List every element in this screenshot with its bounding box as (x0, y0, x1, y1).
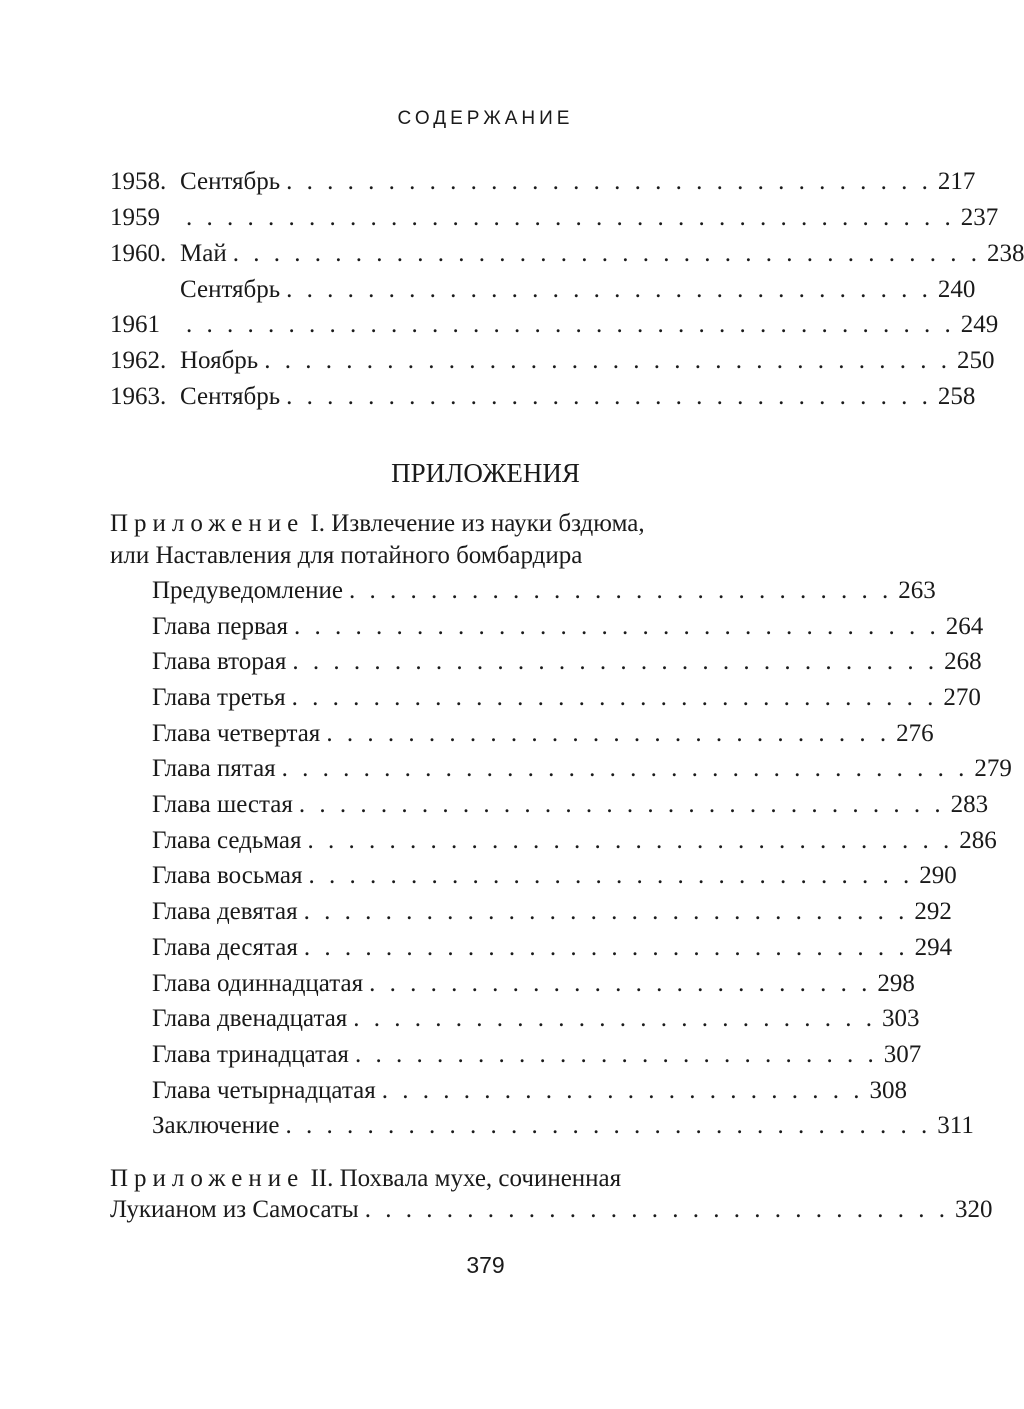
page-number: 379 (466, 1252, 505, 1278)
toc-page-number: 250 (956, 347, 995, 374)
toc-title: Глава девятая (152, 898, 298, 925)
dot-leader: . . . . . . . . . . . . . . . . . . . . . . . . . . . . . . . . . . . . . (232, 240, 981, 267)
toc-title: Сентябрь (180, 276, 281, 303)
dot-leader: . . . . . . . . . . . . . . . . . . . . . . . . (381, 1077, 864, 1104)
dot-leader: . . . . . . . . . . . . . . . . . . . . . . . . . . . . . . . . (286, 383, 932, 410)
toc-page-number: 320 (954, 1196, 993, 1223)
appendix-1-heading[interactable] (110, 508, 821, 540)
toc-title: Май (180, 240, 227, 267)
toc-year: 1962. (110, 347, 167, 374)
toc-title: Глава пятая (152, 755, 276, 782)
toc-title: Глава четырнадцатая (152, 1077, 376, 1104)
toc-title: Сентябрь (180, 383, 281, 410)
toc-title: Глава четвертая (152, 720, 321, 747)
toc-page-number: 308 (869, 1077, 907, 1104)
dot-leader: . . . . . . . . . . . . . . . . . . . . . . . . . . . . . . . . (286, 168, 932, 195)
toc-year: 1961 (110, 311, 160, 338)
toc-page-number: 237 (960, 204, 999, 231)
toc-title: Глава тринадцатая (152, 1041, 349, 1068)
dot-leader: . . . . . . . . . . . . . . . . . . . . . . . . . (369, 970, 872, 997)
toc-page-number: 270 (943, 684, 981, 711)
toc-title: Глава вторая (152, 648, 287, 675)
toc-entry[interactable] (110, 1194, 993, 1226)
dot-leader: . . . . . . . . . . . . . . . . . . . . . . . . . . . . . . . . . . . . . . (186, 311, 955, 338)
appendices-heading: ПРИЛОЖЕНИЯ (391, 458, 580, 488)
toc-title: Сентябрь (180, 168, 281, 195)
toc-page-number: 268 (944, 648, 982, 675)
toc-page-number: 311 (937, 1112, 974, 1139)
toc-title: Лукианом из Самосаты (110, 1196, 359, 1223)
toc-page-number: 303 (882, 1005, 920, 1032)
dot-leader: . . . . . . . . . . . . . . . . . . . . . . . . . . . . . . (303, 934, 909, 961)
toc-page-number: 294 (914, 934, 953, 961)
dot-leader: . . . . . . . . . . . . . . . . . . . . . . . . . . . . . . . . (292, 648, 939, 675)
dot-leader: . . . . . . . . . . . . . . . . . . . . . . . . . . . . . . (308, 862, 914, 889)
toc-entry[interactable] (152, 682, 981, 714)
dot-leader: . . . . . . . . . . . . . . . . . . . . . . . . . . . . . . . . (285, 1112, 932, 1139)
toc-entry[interactable] (110, 345, 995, 377)
running-head: СОДЕРЖАНИЕ (397, 108, 574, 129)
toc-entry[interactable] (152, 932, 953, 964)
toc-page-number: 276 (896, 720, 934, 747)
toc-entry[interactable] (152, 646, 982, 678)
toc-title: Глава восьмая (152, 862, 303, 889)
toc-page-number: 264 (945, 613, 984, 640)
toc-entry[interactable] (152, 575, 936, 607)
toc-year: 1959 (110, 204, 160, 231)
appendix-1-subtitle: или Наставления для потайного бомбардира (110, 542, 583, 569)
toc-entry[interactable] (110, 202, 999, 234)
toc-entry[interactable] (152, 860, 957, 892)
toc-page-number: 249 (960, 311, 999, 338)
toc-year: 1963. (110, 383, 167, 410)
toc-entry[interactable] (152, 611, 984, 643)
toc-title: Глава шестая (152, 791, 293, 818)
toc-entry[interactable] (152, 753, 1012, 785)
toc-page-number: 217 (937, 168, 976, 195)
dot-leader: . . . . . . . . . . . . . . . . . . . . . . . . . . . . . . . . (291, 684, 938, 711)
toc-title: Глава третья (152, 684, 286, 711)
toc-page-number: 286 (959, 827, 997, 854)
dot-leader: . . . . . . . . . . . . . . . . . . . . . . . . . . . . . . (303, 898, 909, 925)
appendix-title: II. Похвала мухе, сочиненная (304, 1165, 622, 1192)
dot-leader: . . . . . . . . . . . . . . . . . . . . . . . . . . . . (326, 720, 891, 747)
toc-title: Ноябрь (180, 347, 259, 374)
toc-year: 1960. (110, 240, 167, 267)
toc-title: Глава седьмая (152, 827, 302, 854)
dot-leader: . . . . . . . . . . . . . . . . . . . . . . . . . . (353, 1005, 877, 1032)
appendix-title: I. Извлечение из науки бздюма, (304, 510, 645, 537)
dot-leader: . . . . . . . . . . . . . . . . . . . . . . . . . . . . . . . . . . . . . . (186, 204, 955, 231)
dot-leader: . . . . . . . . . . . . . . . . . . . . . . . . . . . . . . . . (294, 613, 940, 640)
dot-leader: . . . . . . . . . . . . . . . . . . . . . . . . . . (354, 1041, 878, 1068)
toc-entry[interactable] (110, 166, 976, 198)
toc-title: Заключение (152, 1112, 280, 1139)
toc-entry[interactable] (152, 1075, 907, 1107)
toc-entry[interactable] (152, 718, 934, 750)
dot-leader: . . . . . . . . . . . . . . . . . . . . . . . . . . . . . . . . (307, 827, 954, 854)
toc-page-number: 240 (937, 276, 976, 303)
toc-page-number: 263 (898, 577, 936, 604)
toc-page-number: 238 (986, 240, 1024, 267)
toc-year: 1958. (110, 168, 167, 195)
toc-page-number: 290 (919, 862, 957, 889)
toc-page-number: 307 (883, 1041, 922, 1068)
toc-entry[interactable] (152, 789, 989, 821)
toc-entry[interactable] (152, 1003, 920, 1035)
toc-entry[interactable] (110, 238, 1024, 270)
toc-title: Глава двенадцатая (152, 1005, 348, 1032)
appendix-label: Приложение (110, 510, 305, 537)
dot-leader: . . . . . . . . . . . . . . . . . . . . . . . . . . . . . . . . (298, 791, 945, 818)
toc-page-number: 292 (914, 898, 952, 925)
toc-page-number: 279 (974, 755, 1012, 782)
dot-leader: . . . . . . . . . . . . . . . . . . . . . . . . . . . . . . . . . . (264, 347, 951, 374)
toc-entry[interactable] (152, 896, 952, 928)
dot-leader: . . . . . . . . . . . . . . . . . . . . . . . . . . . . . . . . . . (281, 755, 969, 782)
toc-entry[interactable] (110, 274, 976, 306)
dot-leader: . . . . . . . . . . . . . . . . . . . . . . . . . . . (348, 577, 893, 604)
toc-title: Предуведомление (152, 577, 343, 604)
appendix-2-heading[interactable] (110, 1163, 821, 1195)
toc-entry[interactable] (152, 1039, 922, 1071)
toc-entry[interactable] (110, 309, 999, 341)
toc-entry[interactable] (152, 825, 997, 857)
appendix-label: Приложение (110, 1165, 305, 1192)
toc-entry[interactable] (152, 968, 915, 1000)
dot-leader: . . . . . . . . . . . . . . . . . . . . . . . . . . . . . (364, 1196, 949, 1223)
toc-page-number: 258 (937, 383, 976, 410)
toc-title: Глава одиннадцатая (152, 970, 364, 997)
toc-page-number: 298 (877, 970, 915, 997)
toc-entry[interactable] (152, 1110, 974, 1142)
toc-title: Глава десятая (152, 934, 298, 961)
toc-title: Глава первая (152, 613, 289, 640)
toc-page-number: 283 (950, 791, 989, 818)
dot-leader: . . . . . . . . . . . . . . . . . . . . . . . . . . . . . . . . (286, 276, 932, 303)
toc-entry[interactable] (110, 381, 976, 413)
